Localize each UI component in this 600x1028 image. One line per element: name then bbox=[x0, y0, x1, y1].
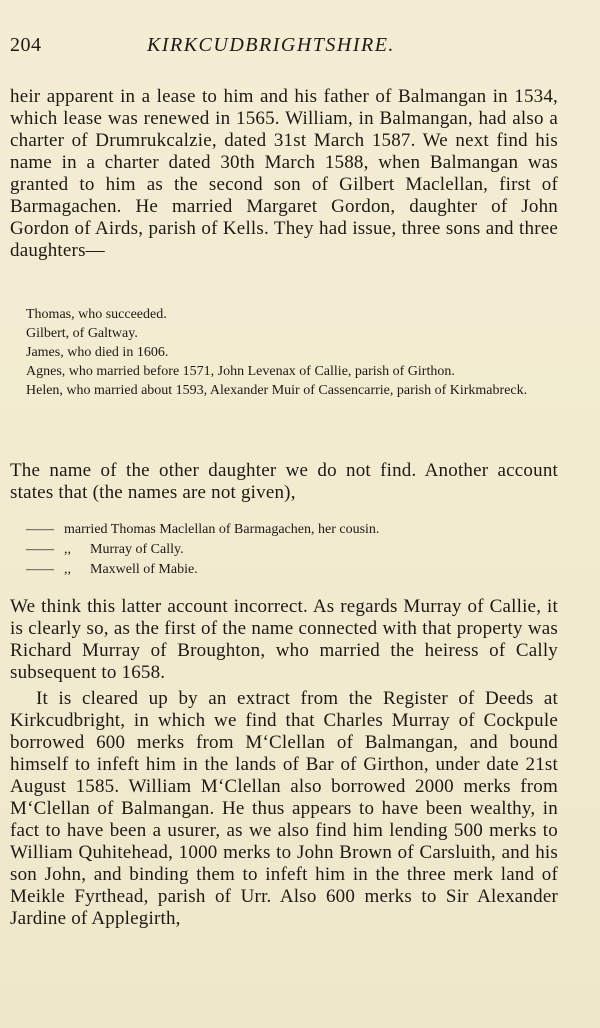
ditto-mark: ,, bbox=[64, 562, 71, 577]
list-item-text: married Thomas Maclellan of Barmagachen, her cousin. bbox=[64, 522, 380, 537]
page-number: 204 bbox=[10, 34, 42, 56]
paragraph-balmangan-lease: heir apparent in a lease to him and his father of Balmangan in 1534, which lease was renewed in 1565. William, in Balmangan, had also a charter of Drumrukcalzie, dated 31st March 1587. We next find his name in a charter dated 30th March 1588, when Balmangan was granted to him as the second son of Gilbert Maclellan, first of Barmagachen. He married Margaret Gordon, daughter of John Gordon of Airds, parish of Kells. They had issue, three sons and three daughters— bbox=[10, 86, 558, 261]
ditto-mark: ,, bbox=[64, 542, 71, 557]
dash-mark: —— bbox=[26, 562, 54, 577]
dash-mark: —— bbox=[26, 522, 54, 537]
list-item-text: Murray of Cally. bbox=[90, 542, 184, 557]
paragraph-other-daughter: The name of the other daughter we do not find. Another account states that (the names are not given), bbox=[10, 460, 558, 503]
list-item: Gilbert, of Galtway. bbox=[26, 326, 138, 341]
list-item: Agnes, who married before 1571, John Levenax of Callie, parish of Girthon. bbox=[26, 364, 455, 379]
running-head: KIRKCUDBRIGHTSHIRE. bbox=[147, 34, 395, 56]
paragraph-register-of-deeds: It is cleared up by an extract from the Register of Deeds at Kirkcudbright, in which we find that Charles Murray of Cockpule borrowed 600 merks from M‘Clellan of Balmangan, and bound himself to infeft him in the lands of Bar of Girthon, under date 21st August 1585. William M‘Clellan also borrowed 2000 merks from M‘Clellan of Balmangan. He thus appears to have been wealthy, in fact to have been a usurer, as we also find him lending 500 merks to William Quhitehead, 1000 merks to John Brown of Carsluith, and his son John, and binding them to infeft him in the three merk land of Meikle Fyrthead, parish of Urr. Also 600 merks to Sir Alexander Jardine of Applegirth, bbox=[10, 688, 558, 929]
paragraph-latter-account: We think this latter account incorrect. As regards Murray of Callie, it is clearly so, as the first of the name connected with that property was Richard Murray of Broughton, who married the heiress of Cally subsequent to 1658. bbox=[10, 596, 558, 683]
children-list bbox=[26, 306, 560, 401]
list-item: Helen, who married about 1593, Alexander Muir of Cassencarrie, parish of Kirkmabreck. bbox=[26, 383, 528, 398]
list-item: Thomas, who succeeded. bbox=[26, 307, 167, 322]
other-account-list bbox=[26, 520, 546, 580]
list-item-text: Maxwell of Mabie. bbox=[90, 562, 198, 577]
dash-mark: —— bbox=[26, 542, 54, 557]
list-item bbox=[26, 520, 546, 539]
page-header bbox=[10, 34, 570, 64]
list-item bbox=[26, 540, 546, 559]
list-item: James, who died in 1606. bbox=[26, 345, 169, 360]
list-item bbox=[26, 560, 546, 579]
